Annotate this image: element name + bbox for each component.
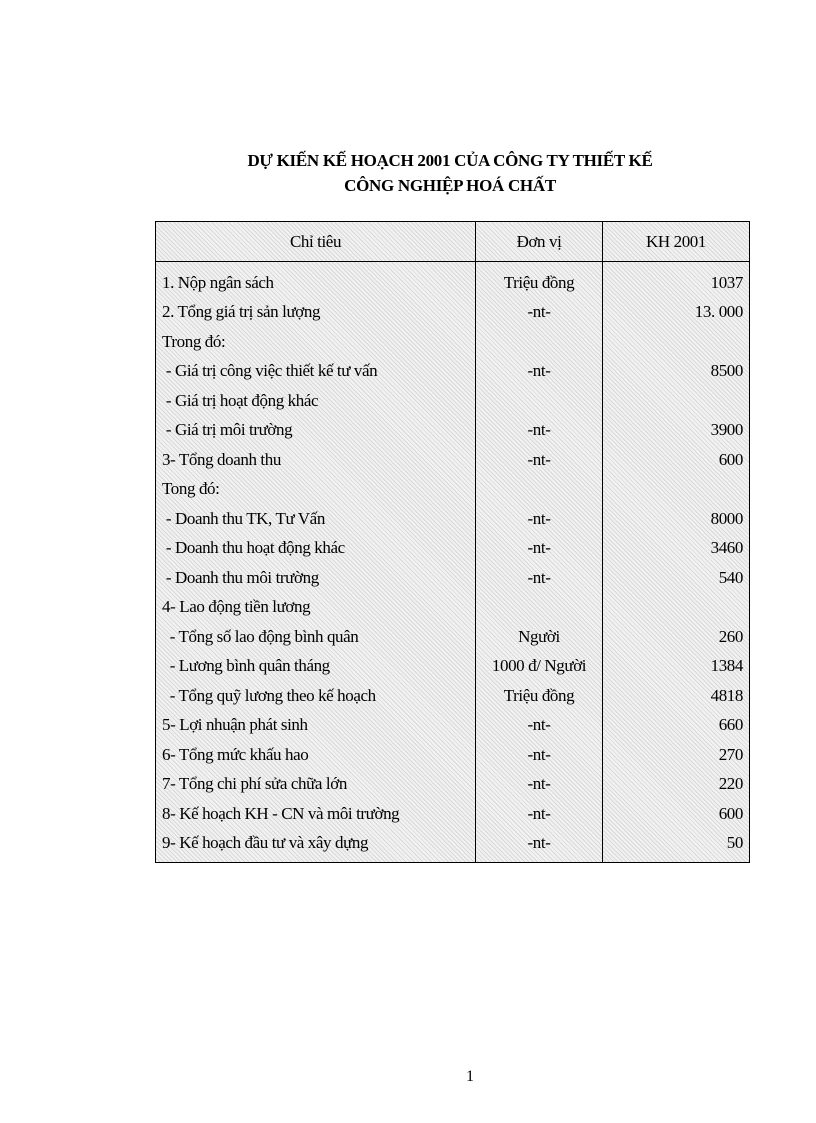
- row-unit: Triệu đồng: [476, 262, 603, 298]
- row-value: 1037: [603, 262, 750, 298]
- title-line-2: CÔNG NGHIỆP HOÁ CHẤT: [344, 176, 556, 195]
- row-name: - Doanh thu hoạt động khác: [156, 534, 476, 564]
- row-unit: -nt-: [476, 563, 603, 593]
- row-name: 1. Nộp ngân sách: [156, 262, 476, 298]
- row-unit: 1000 đ/ Người: [476, 652, 603, 682]
- row-name: - Lương bình quân tháng: [156, 652, 476, 682]
- row-name: 8- Kế hoạch KH - CN và môi trường: [156, 799, 476, 829]
- row-unit: -nt-: [476, 770, 603, 800]
- table-row: [156, 504, 750, 534]
- table-row: [156, 298, 750, 328]
- row-name: - Giá trị hoạt động khác: [156, 386, 476, 416]
- table-body: [156, 262, 750, 863]
- table-row: [156, 357, 750, 387]
- row-unit: [476, 593, 603, 623]
- header-unit: Đơn vị: [476, 222, 603, 262]
- row-value: 8000: [603, 504, 750, 534]
- row-unit: -nt-: [476, 740, 603, 770]
- row-unit: -nt-: [476, 711, 603, 741]
- table-row: [156, 829, 750, 863]
- row-value: 600: [603, 799, 750, 829]
- row-name: 6- Tổng mức khấu hao: [156, 740, 476, 770]
- row-name: 4- Lao động tiền lương: [156, 593, 476, 623]
- title-line-1: DỰ KIẾN KẾ HOẠCH 2001 CỦA CÔNG TY THIẾT KẾ: [247, 151, 653, 170]
- row-value: 260: [603, 622, 750, 652]
- row-value: 3460: [603, 534, 750, 564]
- table-row: [156, 386, 750, 416]
- row-name: 3- Tổng doanh thu: [156, 445, 476, 475]
- row-unit: [476, 327, 603, 357]
- row-name: 9- Kế hoạch đầu tư và xây dựng: [156, 829, 476, 863]
- row-value: 13. 000: [603, 298, 750, 328]
- header-indicator: Chỉ tiêu: [156, 222, 476, 262]
- row-value: 540: [603, 563, 750, 593]
- table-row: [156, 327, 750, 357]
- plan-table: [155, 221, 750, 863]
- row-unit: -nt-: [476, 357, 603, 387]
- table-row: [156, 770, 750, 800]
- row-unit: Triệu đồng: [476, 681, 603, 711]
- row-unit: Người: [476, 622, 603, 652]
- document-title: [0, 148, 816, 198]
- row-value: [603, 327, 750, 357]
- row-value: 600: [603, 445, 750, 475]
- row-unit: [476, 386, 603, 416]
- table-row: [156, 622, 750, 652]
- row-unit: -nt-: [476, 504, 603, 534]
- row-value: 660: [603, 711, 750, 741]
- row-value: [603, 593, 750, 623]
- row-name: - Giá trị môi trường: [156, 416, 476, 446]
- row-unit: -nt-: [476, 829, 603, 863]
- table-row: [156, 445, 750, 475]
- table-row: [156, 711, 750, 741]
- table-row: [156, 563, 750, 593]
- page-number: 1: [466, 1068, 474, 1085]
- row-value: 270: [603, 740, 750, 770]
- table-row: [156, 681, 750, 711]
- table-row: [156, 534, 750, 564]
- table-row: [156, 740, 750, 770]
- table-row: [156, 652, 750, 682]
- row-name: 5- Lợi nhuận phát sinh: [156, 711, 476, 741]
- row-value: [603, 475, 750, 505]
- table-row: [156, 799, 750, 829]
- row-name: 7- Tổng chi phí sửa chữa lớn: [156, 770, 476, 800]
- table-row: [156, 593, 750, 623]
- table-row: [156, 262, 750, 298]
- header-plan-2001: KH 2001: [603, 222, 750, 262]
- row-unit: [476, 475, 603, 505]
- row-name: Tong đó:: [156, 475, 476, 505]
- row-name: - Tổng số lao động bình quân: [156, 622, 476, 652]
- row-name: - Doanh thu TK, Tư Vấn: [156, 504, 476, 534]
- row-name: - Giá trị công việc thiết kế tư vấn: [156, 357, 476, 387]
- table-header-row: [156, 222, 750, 262]
- row-unit: -nt-: [476, 298, 603, 328]
- row-unit: -nt-: [476, 534, 603, 564]
- row-value: 8500: [603, 357, 750, 387]
- row-value: 220: [603, 770, 750, 800]
- row-name: Trong đó:: [156, 327, 476, 357]
- row-value: 50: [603, 829, 750, 863]
- row-unit: -nt-: [476, 445, 603, 475]
- row-value: 1384: [603, 652, 750, 682]
- row-unit: -nt-: [476, 416, 603, 446]
- row-name: 2. Tổng giá trị sản lượng: [156, 298, 476, 328]
- row-unit: -nt-: [476, 799, 603, 829]
- row-value: 3900: [603, 416, 750, 446]
- row-value: [603, 386, 750, 416]
- row-name: - Doanh thu môi trường: [156, 563, 476, 593]
- table-row: [156, 416, 750, 446]
- table-row: [156, 475, 750, 505]
- row-name: - Tổng quỹ lương theo kế hoạch: [156, 681, 476, 711]
- row-value: 4818: [603, 681, 750, 711]
